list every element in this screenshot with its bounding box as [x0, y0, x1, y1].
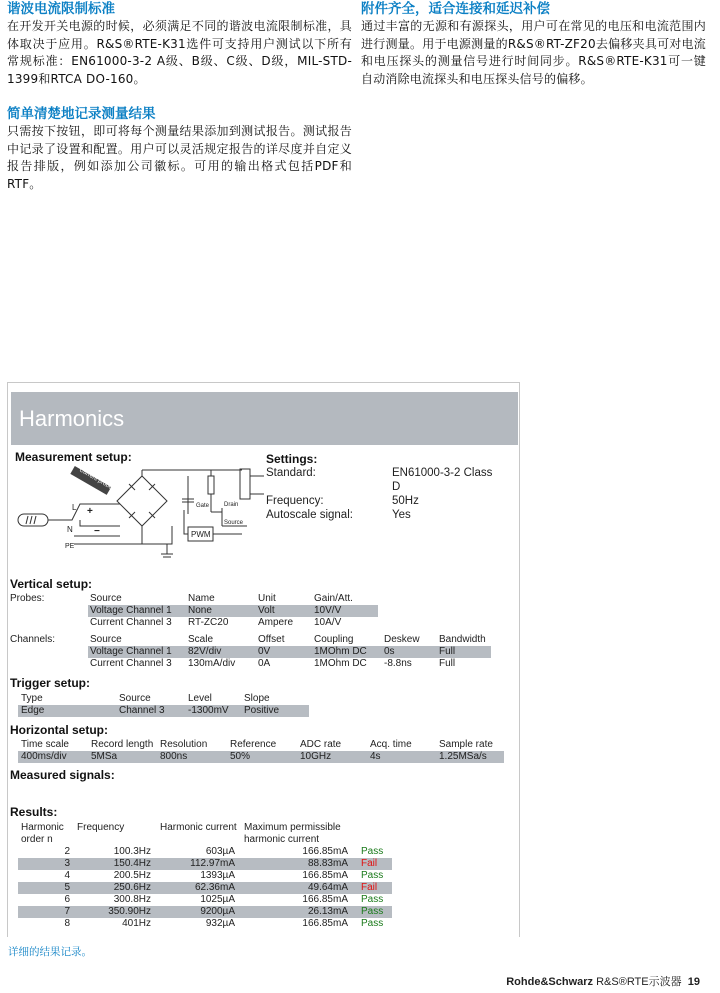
horizontal-header: Acq. time [370, 739, 412, 750]
table-cell: 6 [64, 894, 70, 905]
probes-header: Gain/Att. [314, 593, 353, 604]
line-N: N [67, 525, 73, 534]
table-cell: 26.13mA [307, 906, 348, 917]
channels-header: Coupling [314, 634, 354, 645]
table-cell: 350.90Hz [108, 906, 151, 917]
table-cell: 112.97mA [190, 858, 235, 869]
trigger-header: Slope [244, 693, 270, 704]
figure-caption: 详细的结果记录。 [8, 946, 92, 958]
status-cell: Fail [361, 882, 378, 893]
table-cell: 400ms/div [21, 751, 67, 762]
gate-label: Gate [196, 503, 210, 509]
table-cell: Full [439, 658, 456, 669]
table-cell: 1MOhm DC [314, 646, 367, 657]
table-cell: 0V [258, 646, 271, 657]
results-header: Frequency [77, 822, 125, 833]
table-cell: 0s [384, 646, 395, 657]
table-cell: 4s [370, 751, 381, 762]
drain-label: Drain [224, 502, 239, 508]
table-cell: 8 [64, 918, 70, 929]
table-cell: 7 [64, 906, 70, 917]
frequency-value: 50Hz [392, 495, 419, 507]
probes-label: Probes: [10, 593, 45, 604]
channels-label: Channels: [10, 634, 56, 645]
heading-documentation: 简单清楚地记录测量结果 [7, 106, 156, 122]
status-cell: Fail [361, 858, 378, 869]
table-cell: 1MOhm DC [314, 658, 367, 669]
channels-header: Offset [258, 634, 285, 645]
table-cell: 1393µA [200, 870, 235, 881]
status-cell: Pass [361, 846, 384, 857]
page-number: 19 [687, 976, 700, 988]
paragraph-harmonic-limits: 在开发开关电源的时候，必须满足不同的谐波电流限制标准，具体取决于应用。R&S®RTE-K31选件可支持用户测试以下所有常规标准：EN61000-3-2 A级、B级、C级、D级，MIL-STD-1399和RTCA DO-160。 [7, 19, 352, 86]
table-cell: 250.6Hz [113, 882, 151, 893]
results-heading: Results: [10, 805, 58, 819]
table-cell: 0A [258, 658, 271, 669]
table-cell: 50% [230, 751, 251, 762]
results-header: order n [21, 834, 53, 845]
horizontal-header: ADC rate [300, 739, 342, 750]
table-cell: Volt [258, 605, 275, 616]
horizontal-header: Sample rate [439, 739, 493, 750]
table-cell: Voltage Channel 1 [90, 605, 172, 616]
standard-value-2: D [392, 481, 401, 493]
vertical-setup-heading: Vertical setup: [10, 577, 93, 591]
circuit-diagram [12, 464, 267, 564]
probes-header: Unit [258, 593, 276, 604]
report-title: Harmonics [11, 392, 518, 445]
table-cell: -8.8ns [384, 658, 412, 669]
autoscale-value: Yes [392, 509, 411, 521]
source-label: Source [224, 520, 244, 526]
measurement-setup-heading: Measurement setup: [15, 450, 132, 464]
table-cell: 800ns [160, 751, 188, 762]
autoscale-label: Autoscale signal: [266, 509, 353, 521]
table-cell: 49.64mA [307, 882, 348, 893]
table-cell: 62.36mA [194, 882, 235, 893]
horizontal-header: Time scale [21, 739, 69, 750]
heading-accessories: 附件齐全，适合连接和延迟补偿 [361, 1, 550, 17]
table-cell: 130mA/div [188, 658, 236, 669]
table-cell: 5 [64, 882, 70, 893]
plus-sign: + [87, 506, 93, 517]
table-cell: 10V/V [314, 605, 342, 616]
standard-label: Standard: [266, 467, 316, 479]
horizontal-header: Record length [91, 739, 154, 750]
status-cell: Pass [361, 918, 384, 929]
table-cell: Edge [21, 705, 45, 716]
trigger-setup-heading: Trigger setup: [10, 676, 91, 690]
page-footer [506, 973, 700, 989]
table-cell: Positive [244, 705, 280, 716]
table-cell: 401Hz [122, 918, 151, 929]
table-cell: 166.85mA [302, 918, 348, 929]
channels-header: Scale [188, 634, 214, 645]
probes-header: Name [188, 593, 215, 604]
heading-harmonic-limits: 谐波电流限制标准 [7, 1, 115, 17]
table-cell: RT-ZC20 [188, 617, 229, 628]
table-cell: 4 [64, 870, 70, 881]
status-cell: Pass [361, 906, 384, 917]
pwm-label: PWM [191, 530, 211, 539]
channels-header: Source [90, 634, 122, 645]
trigger-header: Level [188, 693, 212, 704]
line-L: L [72, 503, 77, 512]
settings-heading: Settings: [266, 452, 318, 466]
table-cell: 200.5Hz [113, 870, 151, 881]
table-cell: Full [439, 646, 456, 657]
channels-header: Bandwidth [439, 634, 486, 645]
table-cell: Ampere [258, 617, 294, 628]
table-cell: 10GHz [300, 751, 332, 762]
table-cell: 300.8Hz [113, 894, 151, 905]
table-cell: Current Channel 3 [90, 617, 172, 628]
paragraph-documentation: 只需按下按钮，即可将每个测量结果添加到测试报告。测试报告中记录了设置和配置。用户可以灵活规定报告的详尽度并自定义报告排版，例如添加公司徽标。可用的输出格式包括PDF和RTF。 [7, 124, 352, 191]
table-cell: 3 [64, 858, 70, 869]
table-cell: 932µA [205, 918, 235, 929]
measured-signals-heading: Measured signals: [10, 768, 115, 782]
table-cell: 100.3Hz [113, 846, 151, 857]
left-column [7, 0, 352, 193]
table-cell: 9200µA [200, 906, 235, 917]
table-cell: 166.85mA [302, 846, 348, 857]
table-cell: Current Channel 3 [90, 658, 172, 669]
table-cell: 603µA [205, 846, 235, 857]
results-header: harmonic current [244, 834, 320, 845]
table-cell: Voltage Channel 1 [90, 646, 172, 657]
channels-header: Deskew [384, 634, 420, 645]
table-cell: 10A/V [314, 617, 342, 628]
product-name: R&S®RTE示波器 [596, 976, 682, 988]
table-cell: 1.25MSa/s [439, 751, 487, 762]
probes-header: Source [90, 593, 122, 604]
results-header: Harmonic [21, 822, 64, 833]
results-header: Harmonic current [160, 822, 237, 833]
standard-value-1: EN61000-3-2 Class [392, 467, 493, 479]
status-cell: Pass [361, 894, 384, 905]
status-cell: Pass [361, 870, 384, 881]
table-cell: 2 [64, 846, 70, 857]
paragraph-accessories: 通过丰富的无源和有源探头，用户可在常见的电压和电流范围内进行测量。用于电源测量的R&S®RT-ZF20去偏移夹具可对电流和电压探头的测量信号进行时间同步。R&S®RTE-K31可一键自动消除电流探头和电压探头信号的偏移。 [361, 19, 706, 86]
table-cell: 88.83mA [307, 858, 348, 869]
results-header: Maximum permissible [244, 822, 341, 833]
horizontal-header: Resolution [160, 739, 208, 750]
table-cell: Channel 3 [119, 705, 165, 716]
harmonics-report [7, 382, 520, 937]
table-cell: 150.4Hz [113, 858, 151, 869]
brand-name: Rohde&Schwarz [506, 976, 594, 988]
table-cell: 5MSa [91, 751, 118, 762]
line-PE: PE [65, 543, 75, 550]
trigger-header: Source [119, 693, 151, 704]
table-cell: -1300mV [188, 705, 229, 716]
probe-label: Current probe [78, 467, 114, 492]
table-cell: 166.85mA [302, 894, 348, 905]
horizontal-header: Reference [230, 739, 277, 750]
table-cell: 82V/div [188, 646, 222, 657]
table-cell: None [188, 605, 212, 616]
table-cell: 1025µA [200, 894, 235, 905]
right-column [361, 0, 706, 88]
minus-sign: − [94, 526, 100, 537]
trigger-header: Type [21, 693, 43, 704]
frequency-label: Frequency: [266, 495, 324, 507]
horizontal-setup-heading: Horizontal setup: [10, 723, 108, 737]
table-cell: 166.85mA [302, 870, 348, 881]
